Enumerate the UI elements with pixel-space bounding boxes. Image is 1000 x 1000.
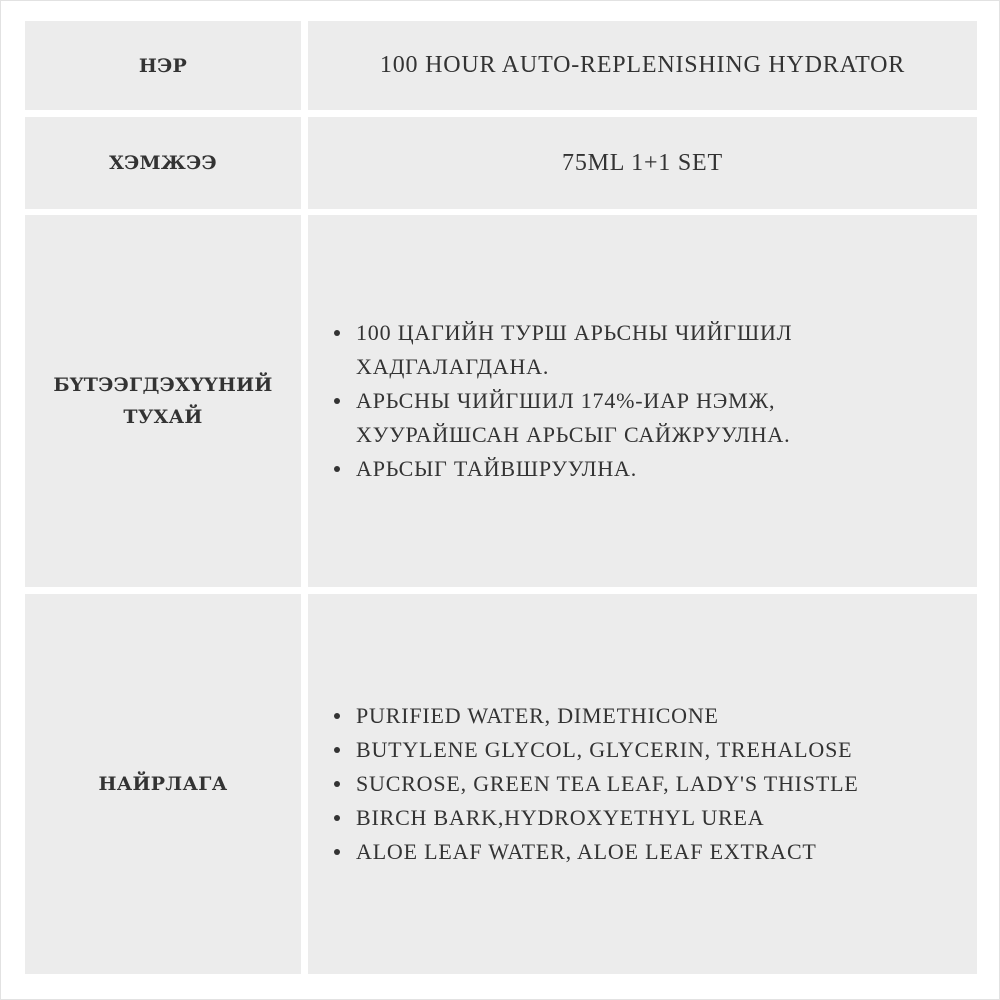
about-label-cell	[25, 215, 301, 587]
product-size: 75ML 1+1 SET	[562, 149, 723, 176]
product-name: 100 HOUR AUTO-REPLENISHING HYDRATOR	[379, 52, 906, 78]
about-item-line: АРЬСНЫ ЧИЙГШИЛ 174%-ИАР НЭМЖ,	[356, 388, 776, 413]
size-value-cell	[308, 117, 977, 209]
name-label: НЭР	[138, 54, 188, 77]
about-label-line1: БҮТЭЭГДЭХҮҮНИЙ	[53, 374, 273, 396]
about-item	[330, 316, 792, 384]
ingredients-list	[330, 699, 859, 869]
about-item	[330, 452, 792, 486]
about-label-line2: ТУХАЙ	[123, 406, 203, 428]
about-item	[330, 384, 792, 452]
ingredient-item: PURIFIED WATER, DIMETHICONE	[330, 699, 859, 733]
about-item-line: АРЬСЫГ ТАЙВШРУУЛНА.	[356, 456, 638, 481]
about-label	[53, 369, 272, 433]
ingredient-item: ALOE LEAF WATER, ALOE LEAF EXTRACT	[330, 835, 859, 869]
about-list	[330, 316, 792, 486]
ingredient-item: SUCROSE, GREEN TEA LEAF, LADY'S THISTLE	[330, 767, 859, 801]
ingredient-item: BIRCH BARK,HYDROXYETHYL UREA	[330, 801, 859, 835]
about-item-line: ХУУРАЙШСАН АРЬСЫГ САЙЖРУУЛНА.	[356, 422, 791, 447]
name-value-cell	[308, 21, 977, 110]
ingredient-item: BUTYLENE GLYCOL, GLYCERIN, TREHALOSE	[330, 733, 859, 767]
size-label-cell	[25, 117, 301, 209]
name-label-cell	[25, 21, 301, 110]
about-item-line: ХАДГАЛАГДАНА.	[356, 354, 550, 379]
ingredients-label-cell	[25, 594, 301, 974]
ingredients-value-cell	[308, 594, 977, 974]
size-label: ХЭМЖЭЭ	[109, 152, 217, 174]
about-item-line: 100 ЦАГИЙН ТУРШ АРЬСНЫ ЧИЙГШИЛ	[356, 320, 793, 345]
about-value-cell	[308, 215, 977, 587]
ingredients-label: НАЙРЛАГА	[98, 773, 228, 795]
